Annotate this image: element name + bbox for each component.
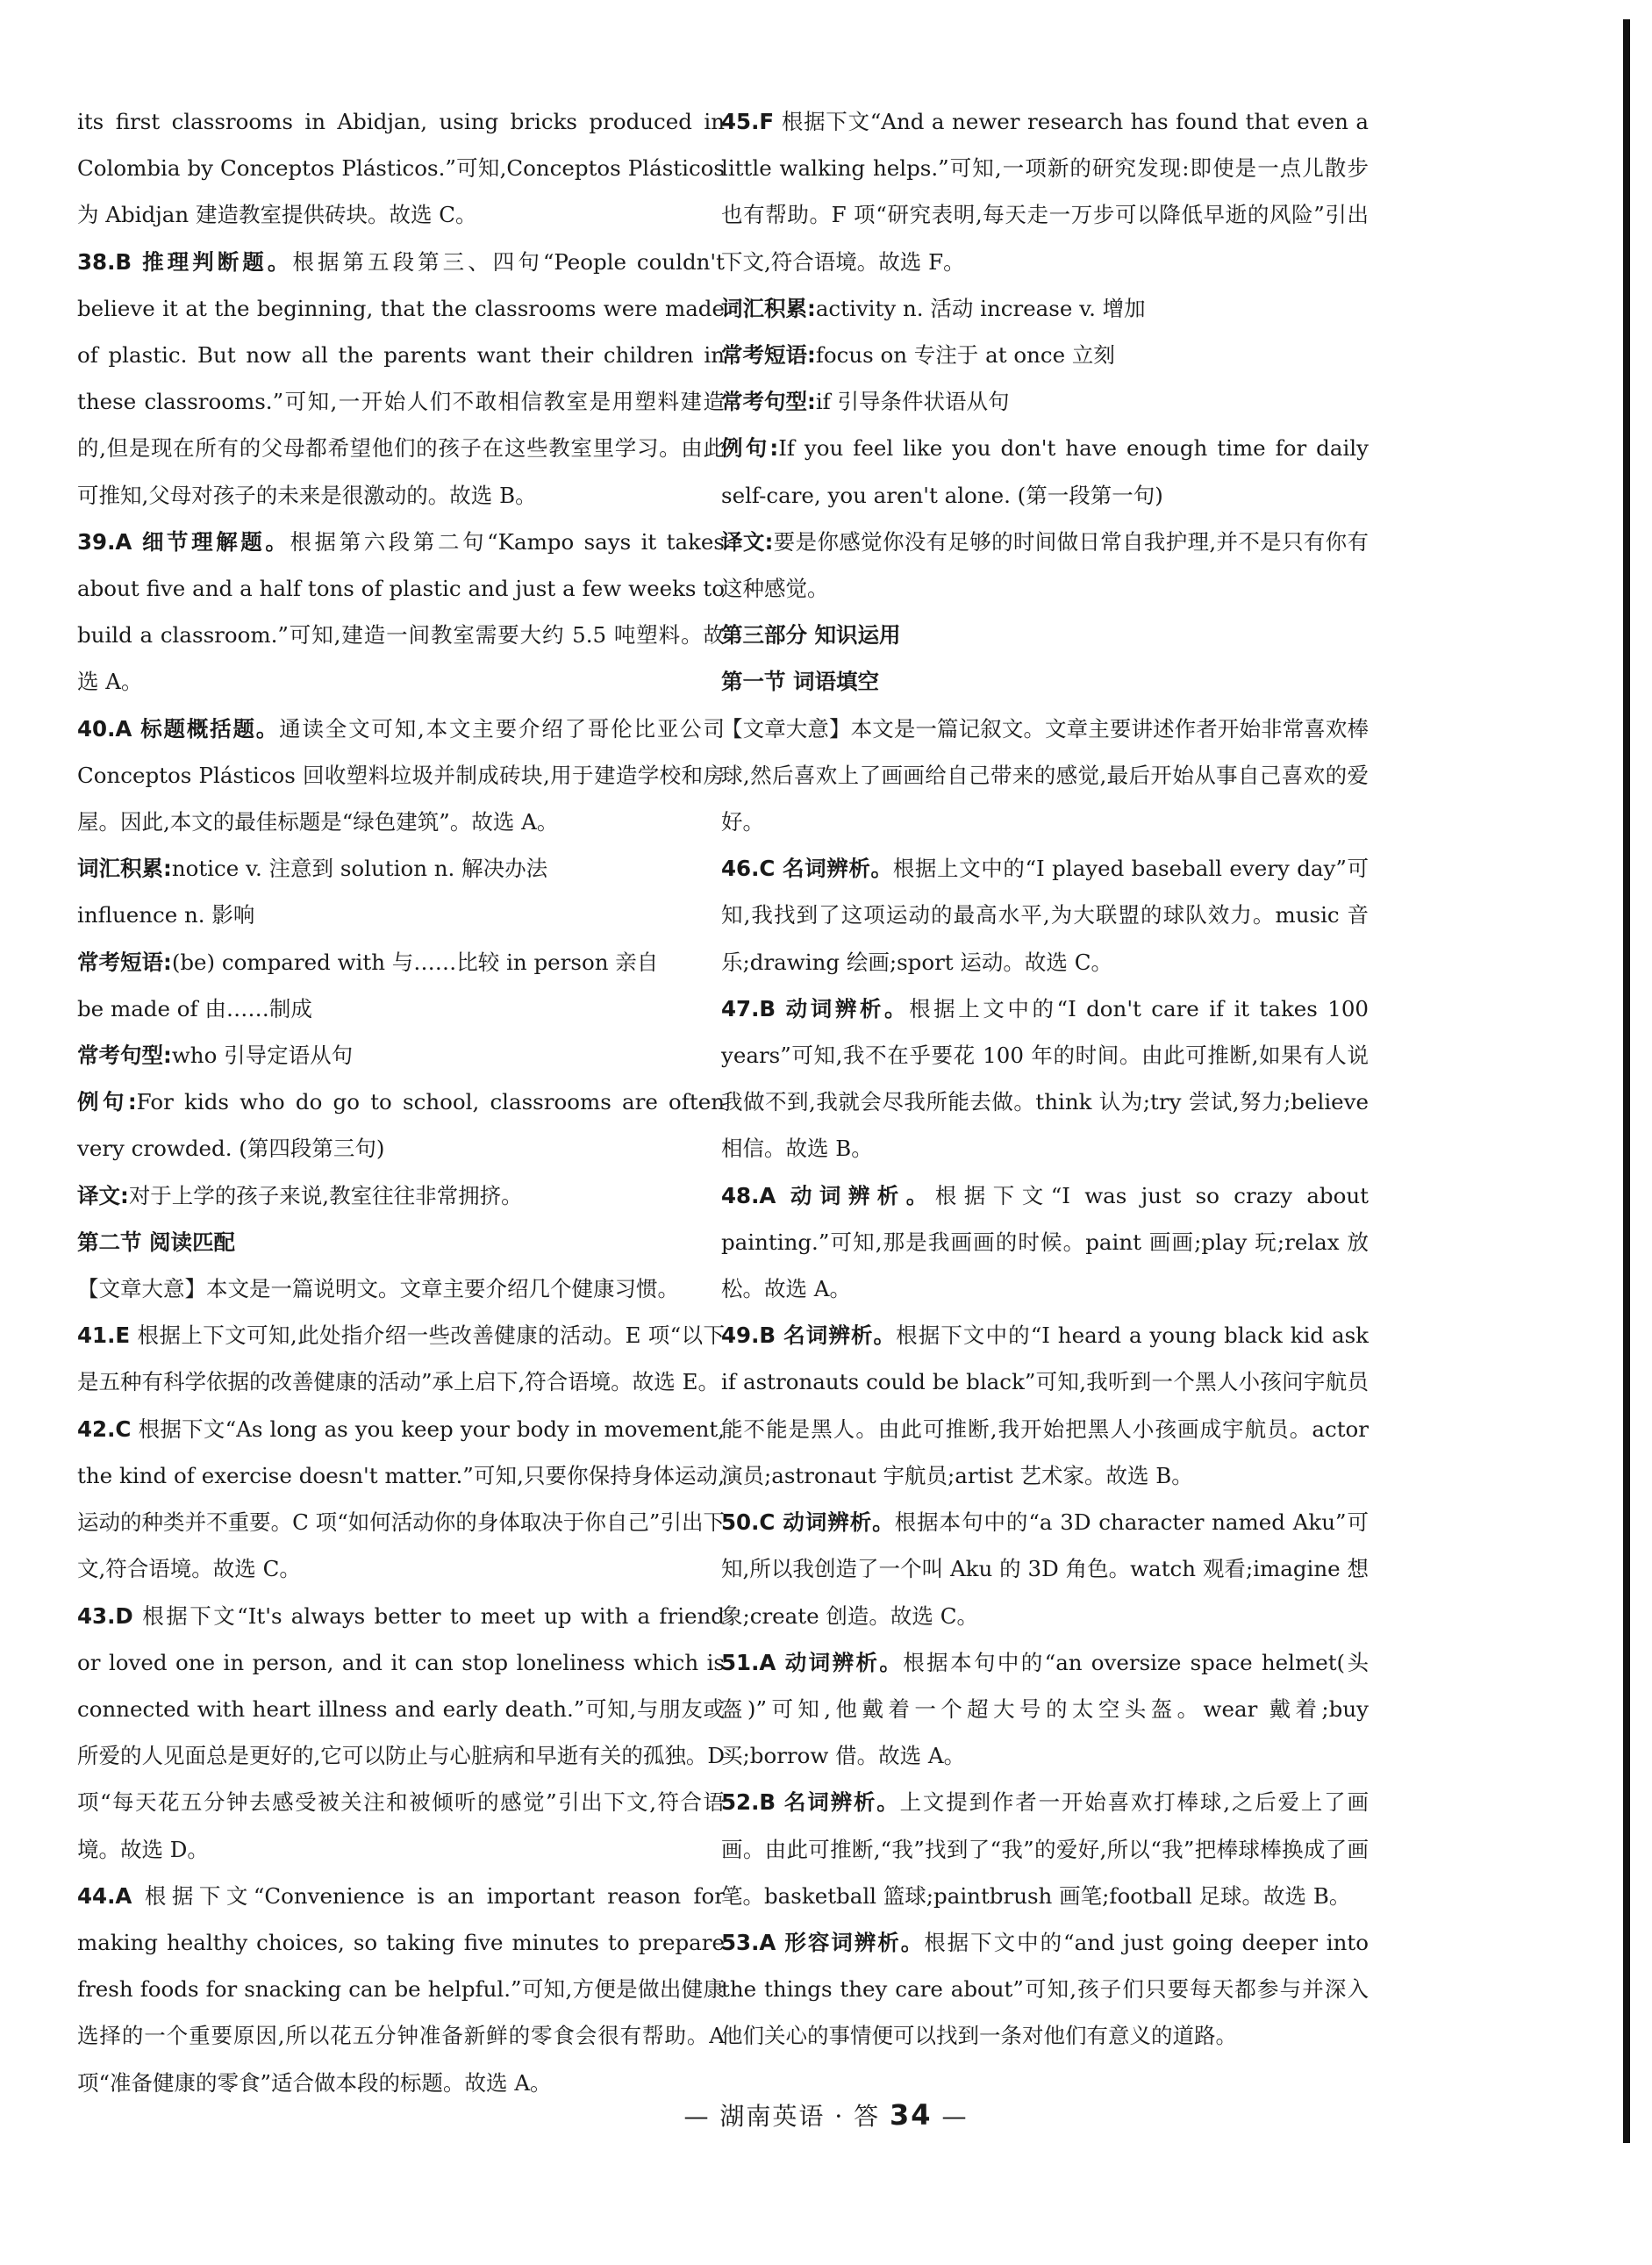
answer-item: [77, 1312, 725, 1405]
answer-item: [721, 1639, 1369, 1780]
answer-item: [77, 1873, 725, 2106]
text-paragraph: influence n. 影响: [77, 902, 255, 928]
page-number: 34: [890, 2098, 933, 2132]
text-paragraph: its first classrooms in Abidjan, using bricks produced in Colombia by Conceptos Plásticos.”可知,Conceptos Plásticos 为 Abidjan 建造教室提供砖块。故选 C。: [77, 109, 725, 228]
answer-item: [77, 519, 725, 706]
note-label: 常考短语:: [77, 949, 172, 975]
note-label: 例句:: [77, 1089, 137, 1115]
study-note: [721, 519, 1369, 612]
question-type: 名词辨析。: [783, 1322, 897, 1349]
answer-number: 47.B: [721, 995, 776, 1021]
note-text: if 引导条件状语从句: [815, 389, 1010, 415]
note-label: 常考短语:: [721, 342, 816, 369]
answer-explanation: 根据第五段第三、四句“People couldn't believe it at the beginning, that the classrooms were made of plastic. But now all the parents want their children in these classrooms.”可知,一开始人们不敢相信教室是用塑料建造的,但是现在所有的父母都希望他们的孩子在这些教室里学习。由此可推知,父母对孩子的未来是很激动的。故选 B。: [77, 248, 726, 508]
answer-number: 42.C: [77, 1416, 132, 1442]
answer-item: [721, 1312, 1369, 1499]
answer-number: 53.A: [721, 1929, 776, 1955]
study-note: [77, 1032, 725, 1079]
answer-explanation: 根据上文中的“I played baseball every day”可知,我找到了这项运动的最高水平,为大联盟的球队效力。music 音乐;drawing 绘画;sport 运动。故选 C。: [721, 856, 1370, 975]
question-type: 动词辨析。: [783, 1649, 904, 1675]
answer-number: 39.A: [77, 528, 132, 555]
answer-explanation: 上文提到作者一开始喜欢打棒球,之后爱上了画画。由此可推断,“我”找到了“我”的爱好,所以“我”把棒球棒换成了画笔。basketball 篮球;paintbrush 画笔;football 足球。故选 B。: [721, 1789, 1369, 1909]
question-type: 动词辨析。: [782, 1509, 895, 1536]
note-text: who 引导定语从句: [171, 1043, 354, 1069]
answer-number: 49.B: [721, 1322, 776, 1349]
answer-item: [721, 1919, 1369, 2060]
answer-item: [721, 1172, 1369, 1313]
answer-item: [77, 706, 725, 846]
question-type: 标题概括题。: [139, 715, 280, 742]
question-type: 细节理解题。: [139, 528, 290, 555]
answer-explanation: 通读全文可知,本文主要介绍了哥伦比亚公司 Conceptos Plásticos 回收塑料垃圾并制成砖块,用于建造学校和房屋。因此,本文的最佳标题是“绿色建筑”。故选 A。: [77, 715, 725, 835]
answer-number: 51.A: [721, 1649, 776, 1675]
note-text: notice v. 注意到 solution n. 解决办法: [171, 856, 548, 882]
answer-explanation: 根据下文“And a newer research has found that even a little walking helps.”可知,一项新的研究发现:即使是一点儿散步也有帮助。F 项“研究表明,每天走一万步可以降低早逝的风险”引出下文,符合语境。故选 F。: [721, 109, 1369, 275]
answer-item: [77, 239, 725, 519]
study-note: [77, 1079, 725, 1172]
answer-explanation: 根据下文“It's always better to meet up with a friend or loved one in person, and it can stop loneliness which is connected with heart illness and early death.”可知,与朋友或所爱的人见面总是更好的,它可以防止与心脏病和早逝有关的孤独。D 项“每天花五分钟去感受被关注和被倾听的感觉”引出下文,符合语境。故选 D。: [77, 1602, 725, 1862]
text-paragraph: 【文章大意】本文是一篇说明文。文章主要介绍几个健康习惯。: [77, 1276, 679, 1302]
answer-number: 50.C: [721, 1509, 776, 1536]
note-text: For kids who do go to school, classrooms are often very crowded. (第四段第三句): [77, 1089, 725, 1162]
answer-explanation: 根据下文“As long as you keep your body in movement, the kind of exercise doesn't matter.”可知,只要你保持身体运动,运动的种类并不重要。C 项“如何活动你的身体取决于你自己”引出下文,符合语境。故选 C。: [77, 1416, 725, 1582]
answer-item: [721, 986, 1369, 1172]
answer-number: 46.C: [721, 856, 776, 882]
answer-number: 52.B: [721, 1789, 776, 1816]
answer-number: 48.A: [721, 1182, 776, 1208]
study-note: [721, 332, 1369, 378]
note-label: 词汇积累:: [721, 295, 816, 321]
question-type: 形容词辨析。: [783, 1929, 925, 1955]
answer-number: 44.A: [77, 1882, 132, 1909]
answer-explanation: 根据下文“I was just so crazy about painting.”可知,那是我画画的时候。paint 画画;play 玩;relax 放松。故选 A。: [721, 1182, 1369, 1302]
answer-item: [77, 1406, 725, 1593]
question-type: 推理判断题。: [139, 248, 293, 275]
study-note: [77, 845, 725, 892]
text-paragraph: 【文章大意】本文是一篇记叙文。文章主要讲述作者开始非常喜欢棒球,然后喜欢上了画画给自己带来的感觉,最后开始从事自己喜欢的爱好。: [721, 715, 1369, 835]
study-note: [77, 939, 725, 986]
answer-item: [721, 845, 1369, 986]
note-text: If you feel like you don't have enough time for daily self-care, you aren't alone. (第一段第一句): [721, 435, 1369, 508]
note-text: 对于上学的孩子来说,教室往往非常拥挤。: [128, 1182, 523, 1208]
note-label: 译文:: [721, 528, 774, 555]
study-note: [77, 1172, 725, 1219]
study-note: [721, 378, 1369, 425]
answer-explanation: 根据下文“Convenience is an important reason for making healthy choices, so taking five minutes to prepare fresh foods for snacking can be helpful.”可知,方便是做出健康选择的一个重要原因,所以花五分钟准备新鲜的零食会很有帮助。A 项“准备健康的零食”适合做本段的标题。故选 A。: [77, 1882, 725, 2096]
answer-item: [721, 1499, 1369, 1639]
question-type: 动词辨析。: [783, 995, 910, 1021]
footer-suffix: —: [941, 2102, 969, 2131]
note-text: 要是你感觉你没有足够的时间做日常自我护理,并不是只有你有这种感觉。: [721, 528, 1369, 602]
note-text: focus on 专注于 at once 立刻: [815, 342, 1115, 369]
right-column: [721, 98, 1369, 2060]
note-label: 常考句型:: [721, 389, 816, 415]
answer-explanation: 根据本句中的“a 3D character named Aku”可知,所以我创造了一个叫 Aku 的 3D 角色。watch 观看;imagine 想象;create 创造。故选 C。: [721, 1509, 1369, 1629]
answer-explanation: 根据下文中的“and just going deeper into the things they care about”可知,孩子们只要每天都参与并深入他们关心的事情便可以找到一条对他们有意义的道路。: [721, 1929, 1370, 2049]
note-label: 常考句型:: [77, 1043, 172, 1069]
answer-number: 41.E: [77, 1322, 131, 1349]
section-heading: 第二节 阅读匹配: [77, 1229, 236, 1255]
section-heading: 第一节 词语填空: [721, 669, 880, 695]
answer-explanation: 根据上下文可知,此处指介绍一些改善健康的活动。E 项“以下是五种有科学依据的改善健康的活动”承上启下,符合语境。故选 E。: [77, 1322, 725, 1395]
question-type: 名词辨析。: [782, 856, 893, 882]
answer-explanation: 根据下文中的“I heard a young black kid ask if astronauts could be black”可知,我听到一个黑人小孩问宇航员能不能是黑人。由此可推断,我开始把黑人小孩画成宇航员。actor 演员;astronaut 宇航员;artist 艺术家。故选 B。: [721, 1322, 1369, 1488]
note-text: activity n. 活动 increase v. 增加: [815, 295, 1146, 321]
note-label: 例句:: [721, 435, 779, 462]
answer-item: [721, 98, 1369, 285]
study-note: [721, 285, 1369, 332]
footer-prefix: — 湖南英语 · 答: [683, 2102, 881, 2131]
question-type: 动词辨析。: [783, 1182, 935, 1208]
answer-number: 45.F: [721, 109, 775, 134]
answer-number: 43.D: [77, 1602, 133, 1629]
note-label: 词汇积累:: [77, 856, 172, 882]
page-footer: [0, 2097, 1652, 2132]
section-heading: 第三部分 知识运用: [721, 622, 901, 649]
answer-item: [77, 1593, 725, 1873]
answer-explanation: 根据第六段第二句“Kampo says it takes about five and a half tons of plastic and just a few weeks to build a classroom.”可知,建造一间教室需要大约 5.5 吨塑料。故选 A。: [77, 528, 726, 695]
answer-number: 40.A: [77, 715, 132, 742]
answer-explanation: 根据本句中的“an oversize space helmet(头盔)”可知,他戴着一个超大号的太空头盔。wear 戴着;buy 买;borrow 借。故选 A。: [721, 1649, 1369, 1769]
answer-item: [721, 1779, 1369, 1919]
page-edge-bar: [1623, 19, 1630, 2143]
left-column: [77, 98, 725, 2106]
question-type: 名词辨析。: [783, 1789, 900, 1816]
answer-explanation: 根据上文中的“I don't care if it takes 100 years”可知,我不在乎要花 100 年的时间。由此可推断,如果有人说我做不到,我就会尽我所能去做。think 认为;try 尝试,努力;believe 相信。故选 B。: [721, 995, 1370, 1162]
note-label: 译文:: [77, 1182, 129, 1208]
answer-number: 38.B: [77, 248, 132, 275]
note-text: (be) compared with 与……比较 in person 亲自: [171, 949, 659, 975]
text-paragraph: be made of 由……制成: [77, 995, 312, 1021]
study-note: [721, 425, 1369, 518]
